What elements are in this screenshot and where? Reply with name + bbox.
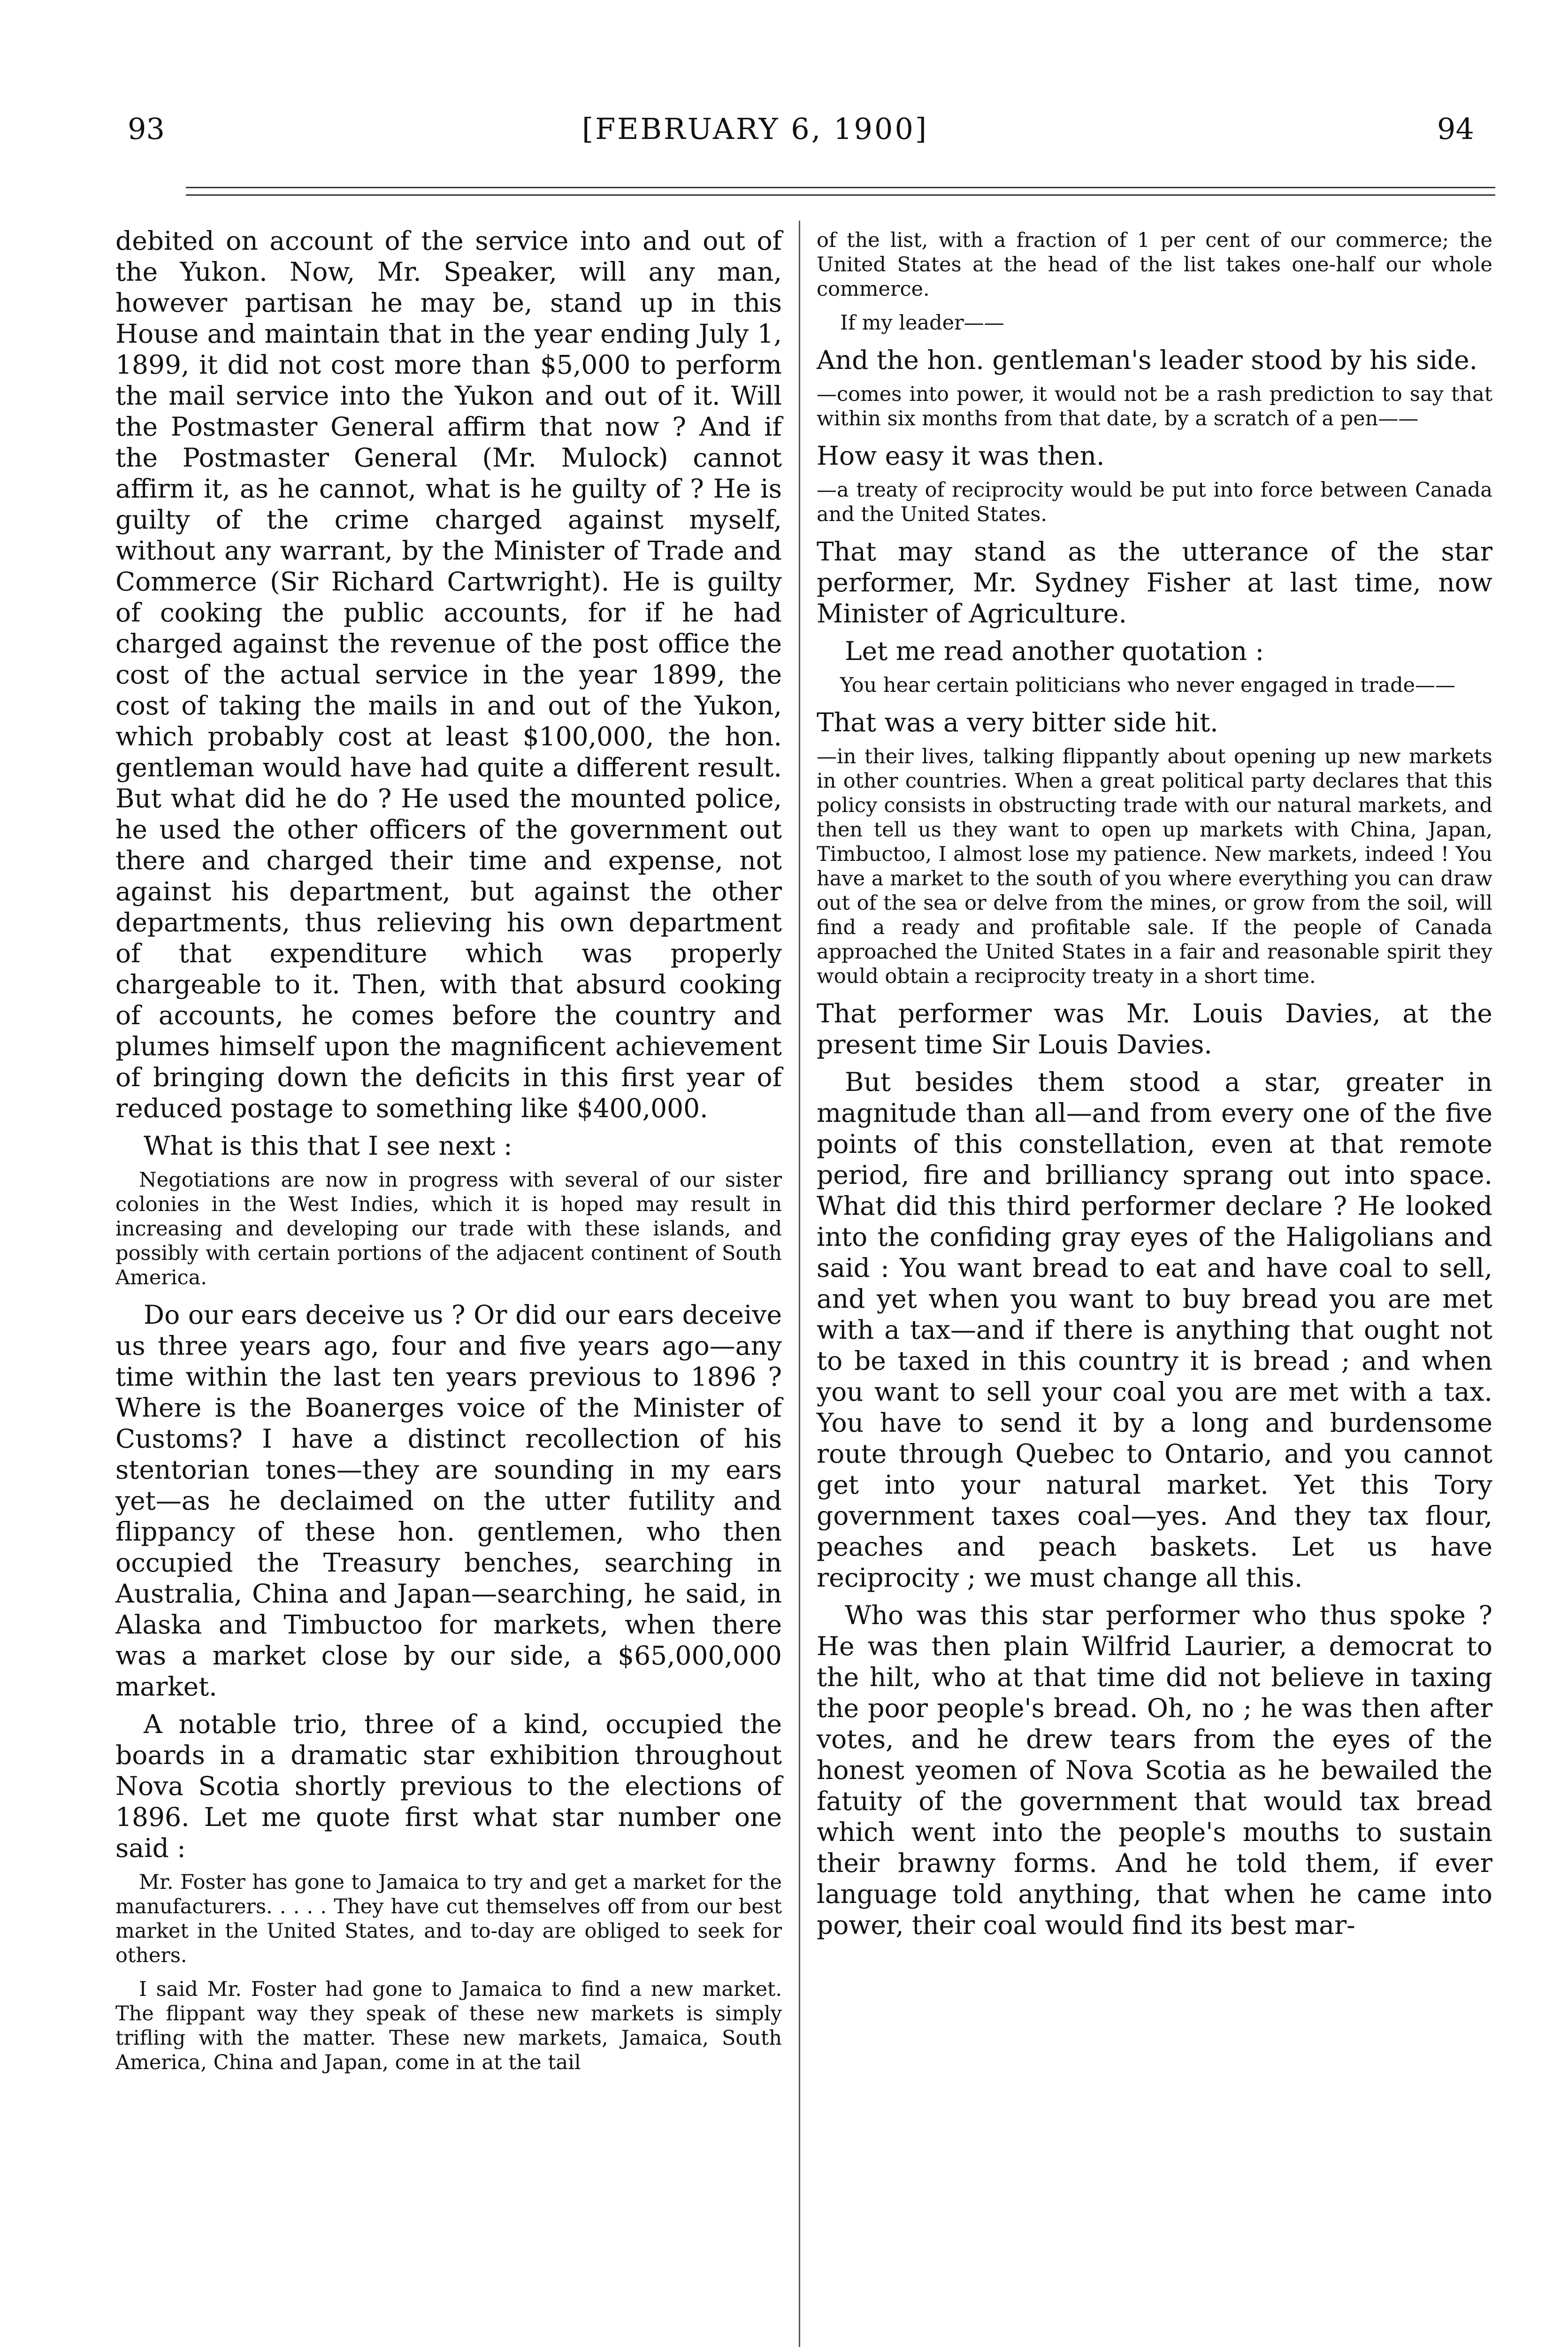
paragraph: What is this that I see next : <box>144 1131 512 1161</box>
quotation: of the list, with a fraction of 1 per cent of our commerce; the United States at the head of the list takes one-half our whole commerce. <box>817 229 1492 301</box>
page-header <box>0 0 1568 197</box>
paragraph: And the hon. gentleman's leader stood by his side. <box>817 345 1478 375</box>
paragraph: That may stand as the utterance of the star performer, Mr. Sydney Fisher at last time, now Minister of Agriculture. <box>817 537 1492 629</box>
quotation: —in their lives, talking flippantly about opening up new markets in other countries. When a great political party declares that this policy consists in obstructing trade with our natural markets, and then tell us they want to open up markets with China, Japan, Timbuctoo, I almost lose my patience. New markets, indeed ! You have a market to the south of you where everything you can draw out of the sea or delve from the mines, or grow from the soil, will find a ready and profitable sale. If the people of Canada approached the United States in a fair and reasonable spirit they would obtain a reciprocity treaty in a short time. <box>817 745 1492 988</box>
column-divider <box>799 221 800 2347</box>
quotation: I said Mr. Foster had gone to Jamaica to find a new market. The flippant way they speak of these new markets is simply trifling with the matter. These new markets, Jamaica, South America, China and Japan, come in at the tail <box>115 1978 782 2074</box>
quotation: If my leader—— <box>840 311 1004 335</box>
paragraph: debited on account of the service into and out of the Yukon. Now, Mr. Speaker, will any man, however partisan he may be, stand up in this House and maintain that in the year ending July 1, 1899, it did not cost more than $5,000 to perform the mail service into the Yukon and out of it. Will the Postmaster General affirm that now ? And if the Postmaster General (Mr. Mulock) cannot affirm it, as he cannot, what is he guilty of ? He is guilty of the crime charged against myself, without any warrant, by the Minister of Trade and Commerce (Sir Richard Cartwright). He is guilty of cooking the public accounts, for if he had charged against the revenue of the post office the cost of the actual service in the year 1899, the cost of taking the mails in and out of the Yukon, which probably cost at least $100,000, the hon. gentleman would have had quite a different result. But what did he do ? He used the mounted police, he used the other officers of the government out there and charged their time and expense, not against his department, but against the other departments, thus relieving his own department of that expenditure which was properly chargeable to it. Then, with that absurd cooking of accounts, he comes before the country and plumes himself upon the magnificent achievement of bringing down the deficits in this first year of reduced postage to something like $400,000. <box>115 226 782 1123</box>
paragraph: But besides them stood a star, greater in magnitude than all—and from every one of the five points of this constellation, even at that remote period, fire and brilliancy sprang out into space. What did this third performer declare ? He looked into the confiding gray eyes of the Haligolians and said : You want bread to eat and have coal to sell, and yet when you want to buy bread you are met with a tax—and if there is anything that ought not to be taxed in this country it is bread ; and when you want to sell your coal you are met with a tax. You have to send it by a long and burdensome route through Quebec to Ontario, and you cannot get into your natural market. Yet this Tory government taxes coal—yes. And they tax flour, peaches and peach baskets. Let us have reciprocity ; we must change all this. <box>817 1067 1492 1593</box>
page-number-right: 94 <box>1437 112 1474 146</box>
paragraph: That was a very bitter side hit. <box>817 707 1218 737</box>
page-number-left: 93 <box>128 112 165 146</box>
paragraph: Who was this star performer who thus spoke ? He was then plain Wilfrid Laurier, a democrat to the hilt, who at that time did not believe in taxing the poor people's bread. Oh, no ; he was then after votes, and he drew tears from the eyes of the honest yeomen of Nova Scotia as he bewailed the fatuity of the government that would tax bread which went into the people's mouths to sustain their brawny forms. And he told them, if ever language told anything, that when he came into power, their coal would find its best mar- <box>817 1600 1492 1940</box>
paragraph: That performer was Mr. Louis Davies, at the present time Sir Louis Davies. <box>817 998 1492 1059</box>
header-rule-bottom <box>186 194 1495 196</box>
right-column <box>817 225 1492 1947</box>
paragraph: Let me read another quotation : <box>845 636 1264 666</box>
paragraph: How easy it was then. <box>817 441 1105 471</box>
paragraph: Do our ears deceive us ? Or did our ears deceive us three years ago, four and five years ago—any time within the last ten years previous to 1896 ? Where is the Boanerges voice of the Minister of Customs? I have a distinct recollection of his stentorian tones—they are sounding in my ears yet—as he declaimed on the utter futility and flippancy of these hon. gentlemen, who then occupied the Treasury benches, searching in Australia, China and Japan—searching, he said, in Alaska and Timbuctoo for markets, when there was a market close by our side, a $65,000,000 market. <box>115 1300 782 1702</box>
left-column <box>115 225 782 2084</box>
quotation: You hear certain politicians who never engaged in trade—— <box>840 674 1456 697</box>
quotation: —comes into power, it would not be a rash prediction to say that within six months from that date, by a scratch of a pen—— <box>817 383 1492 430</box>
quotation: Mr. Foster has gone to Jamaica to try and get a market for the manufacturers. . . . . They have cut themselves off from our best market in the United States, and to-day are obliged to seek for others. <box>115 1871 782 1967</box>
quotation: —a treaty of reciprocity would be put into force between Canada and the United States. <box>817 478 1492 526</box>
header-rule-top <box>186 187 1495 188</box>
paragraph: A notable trio, three of a kind, occupied the boards in a dramatic star exhibition throughout Nova Scotia shortly previous to the elections of 1896. Let me quote first what star number one said : <box>115 1709 782 1863</box>
quotation: Negotiations are now in progress with several of our sister colonies in the West Indies, which it is hoped may result in increasing and developing our trade with these islands, and possibly with certain portions of the adjacent continent of South America. <box>115 1168 782 1289</box>
page-date: [FEBRUARY 6, 1900] <box>582 112 929 146</box>
